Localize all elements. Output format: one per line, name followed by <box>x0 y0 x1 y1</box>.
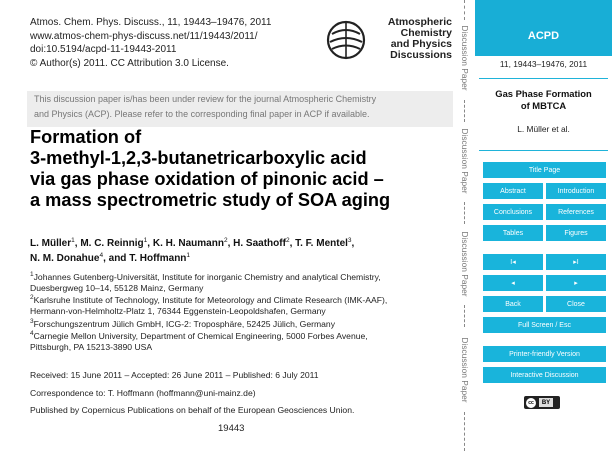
dates: Received: 15 June 2011 – Accepted: 26 June 2011 – Published: 6 July 2011 <box>30 370 319 380</box>
cc-icon: cc <box>526 398 536 408</box>
sidebar <box>475 0 612 451</box>
journal-url[interactable]: www.atmos-chem-phys-discuss.net/11/19443/2011/ <box>30 30 258 42</box>
journal-line: Atmos. Chem. Phys. Discuss., 11, 19443–19476, 2011 <box>30 17 272 28</box>
affiliation-item: $^1$Johannes Gutenberg-Universität, Institute for inorganic Chemistry and analytical Chemistry, Duesbergweg 10–14, 55128 Mainz, Germany <box>30 271 381 293</box>
abstract-button[interactable]: Abstract <box>483 183 543 199</box>
discussion-paper-strip <box>455 0 475 451</box>
previous-page-button[interactable]: ◂ <box>483 275 543 291</box>
divider <box>479 78 608 79</box>
divider <box>464 412 465 451</box>
review-notice: This discussion paper is/has been under review for the journal Atmospheric Chemistry and Physics (ACP). Please refer to the corresponding final paper in ACP if available. <box>27 91 453 127</box>
strip-label: Discussion Paper <box>460 337 470 403</box>
divider <box>464 0 465 20</box>
printer-friendly-button[interactable]: Printer-friendly Version <box>483 346 606 362</box>
doi[interactable]: doi:10.5194/acpd-11-19443-2011 <box>30 44 177 55</box>
figures-button[interactable]: Figures <box>546 225 606 241</box>
divider <box>464 305 465 327</box>
affiliation-item: $^3$Forschungszentrum Jülich GmbH, ICG-2: Troposphäre, 52425 Jülich, Germany <box>30 317 336 329</box>
strip-label: Discussion Paper <box>460 128 470 194</box>
close-button[interactable]: Close <box>546 296 606 312</box>
journal-badge: ACPD <box>475 0 612 56</box>
sidebar-citation: 11, 19443–19476, 2011 <box>499 59 588 69</box>
journal-logo <box>324 16 450 64</box>
title-page-button[interactable]: Title Page <box>483 162 606 178</box>
affiliation-item: $^4$Carnegie Mellon University, Department of Chemical Engineering, 5000 Forbes Avenue, Pittsburgh, PA 15213-3890 USA <box>30 330 368 353</box>
egu-logo-icon <box>326 16 368 62</box>
conclusions-button[interactable]: Conclusions <box>483 204 543 220</box>
divider <box>479 150 608 151</box>
correspondence: Correspondence to: T. Hoffmann (hoffmann@uni-mainz.de) <box>30 388 256 398</box>
author-list: L. Müller$^1$, M. C. Reinnig$^1$, K. H. Naumann$^2$, H. Saathoff$^2$, T. F. Mentel$^3$, N. M. Donahue$^4$, and T. Hoffmann$^1$ <box>30 237 355 264</box>
strip-label: Discussion Paper <box>460 25 470 91</box>
logo-text: Atmospheric Chemistry and Physics Discussions <box>387 16 452 61</box>
back-button[interactable]: Back <box>483 296 543 312</box>
last-page-button[interactable]: ▸I <box>546 254 606 270</box>
paper-title: Formation of 3-methyl-1,2,3-butanetricarboxylic acid via gas phase oxidation of pinonic acid – a mass spectrometric study of SOA aging <box>30 127 391 210</box>
publisher-line: Published by Copernicus Publications on behalf of the European Geosciences Union. <box>30 405 355 415</box>
strip-label: Discussion Paper <box>460 231 470 297</box>
by-icon: BY <box>539 398 553 407</box>
short-title: Gas Phase Formation of MBTCA <box>495 88 592 111</box>
references-button[interactable]: References <box>546 204 606 220</box>
affiliations <box>30 272 387 355</box>
next-page-button[interactable]: ▸ <box>546 275 606 291</box>
tables-button[interactable]: Tables <box>483 225 543 241</box>
first-page-button[interactable]: I◂ <box>483 254 543 270</box>
cc-license-badge[interactable] <box>524 396 560 409</box>
fullscreen-button[interactable]: Full Screen / Esc <box>483 317 606 333</box>
divider <box>464 202 465 224</box>
short-authors: L. Müller et al. <box>517 124 570 134</box>
introduction-button[interactable]: Introduction <box>546 183 606 199</box>
citation-header <box>30 16 271 70</box>
copyright: © Author(s) 2011. CC Attribution 3.0 License. <box>30 57 229 69</box>
interactive-discussion-button[interactable]: Interactive Discussion <box>483 367 606 383</box>
affiliation-item: $^2$Karlsruhe Institute of Technology, Institute for Meteorology and Climate Research (IMK-AAF), Hermann-von-Helmholtz-Platz 1, 76344 Eggenstein-Leopoldshafen, Germany <box>30 294 388 317</box>
divider <box>464 100 465 122</box>
page-number: 19443 <box>218 423 245 434</box>
